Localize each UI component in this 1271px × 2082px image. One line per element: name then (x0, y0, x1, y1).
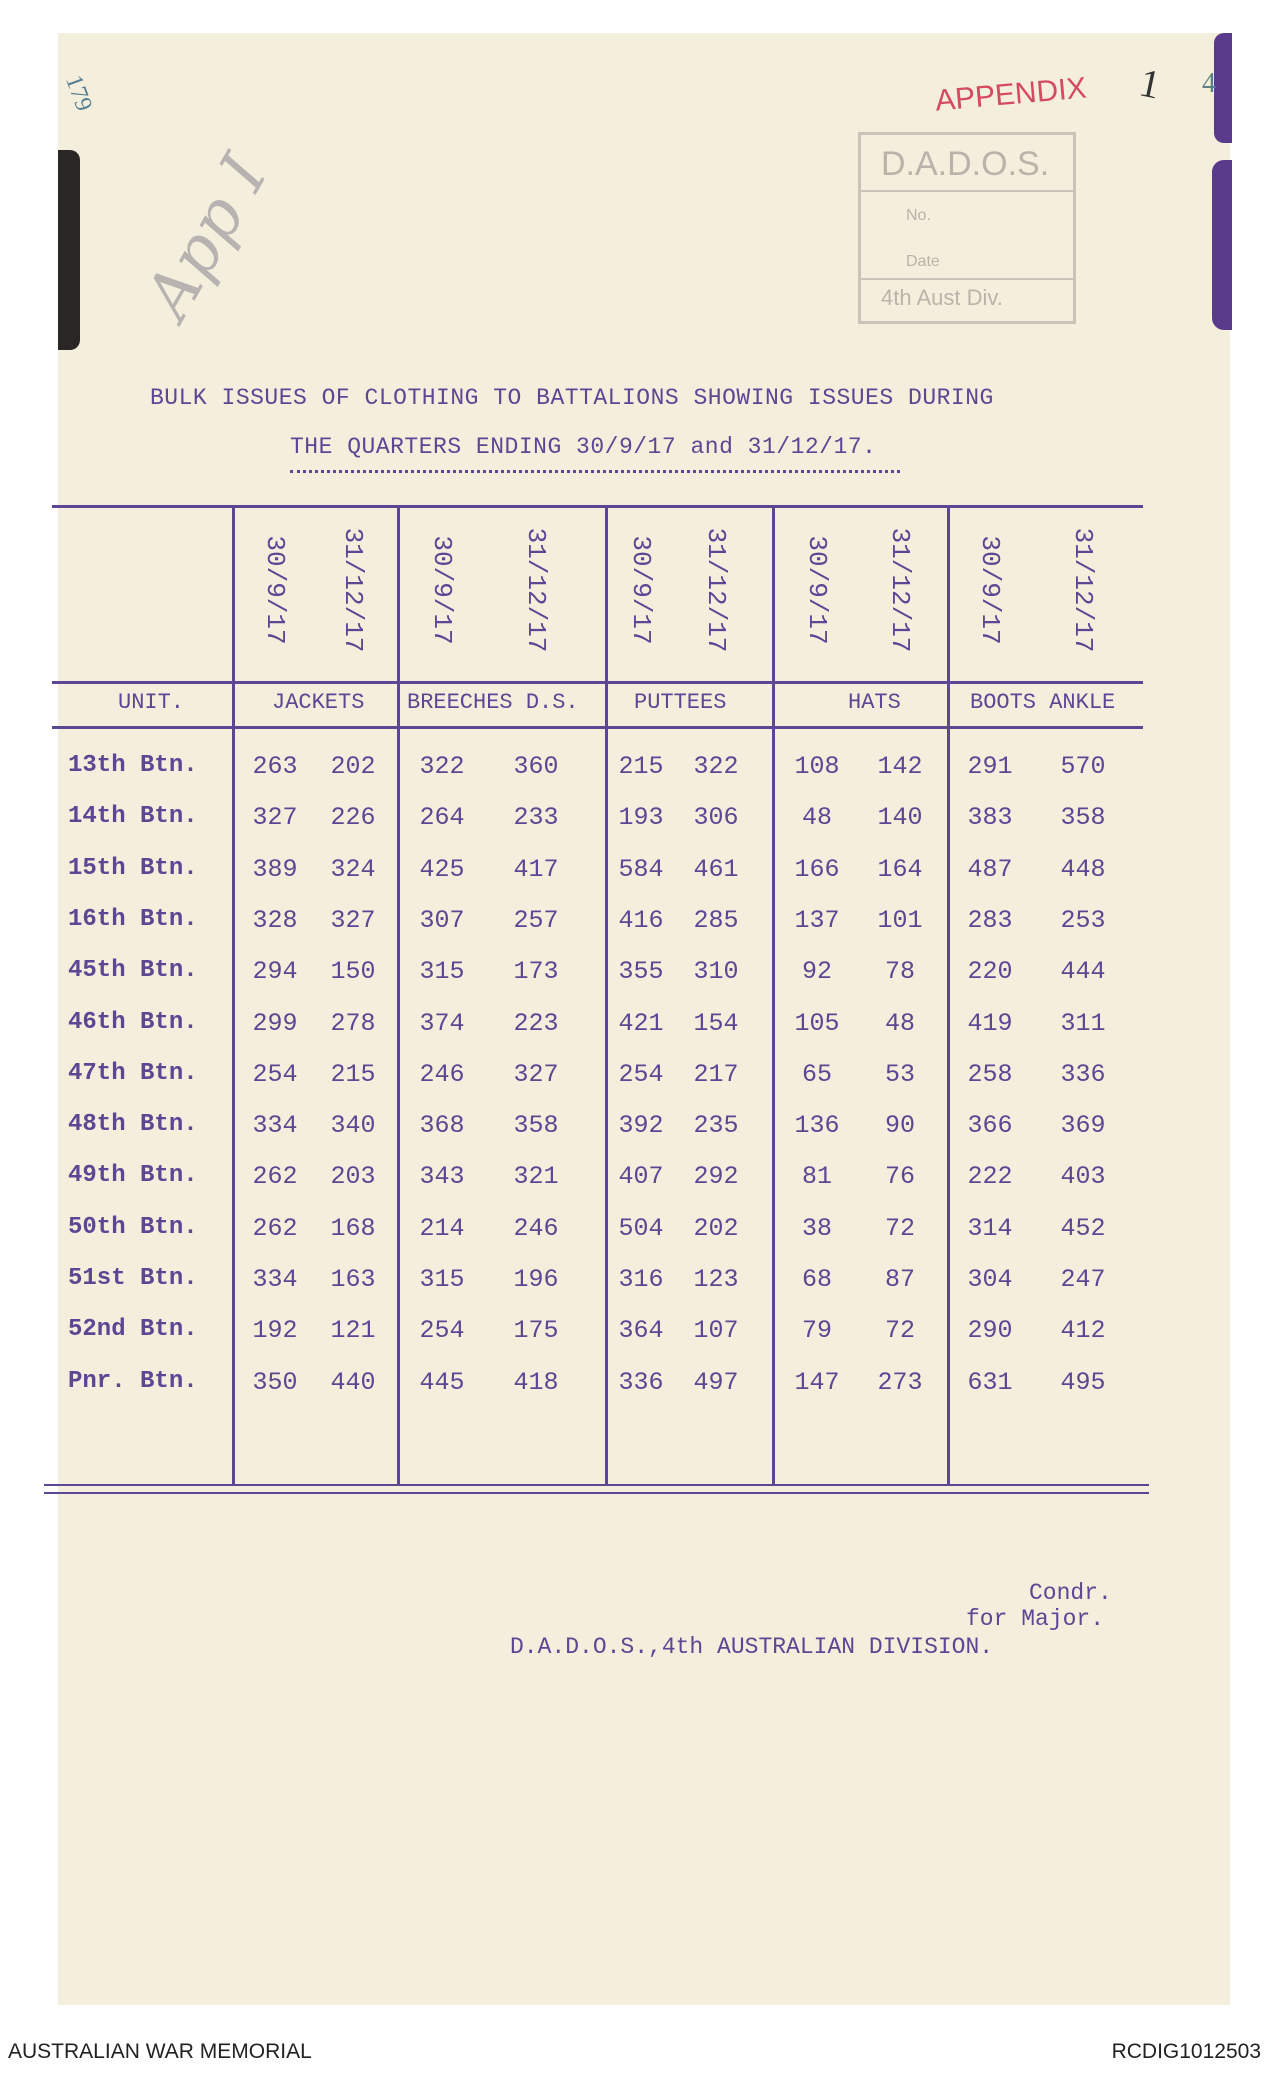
unit-name: 52nd Btn. (68, 1316, 198, 1344)
table-cell: 222 (967, 1162, 1013, 1192)
table-bottom-rule (44, 1492, 1149, 1494)
signature-office: D.A.D.O.S.,4th AUSTRALIAN DIVISION. (510, 1634, 994, 1660)
quarter-header: 30/9/17 (975, 535, 1005, 645)
table-cell: 262 (252, 1213, 298, 1243)
table-cell: 48 (884, 1008, 916, 1038)
title-underline (290, 470, 900, 473)
table-cell: 314 (967, 1213, 1013, 1243)
table-cell: 419 (967, 1008, 1013, 1038)
table-cell: 264 (419, 803, 465, 833)
footer-record-id: RCDIG1012503 (1111, 2040, 1261, 2063)
table-cell: 81 (801, 1162, 833, 1192)
table-cell: 137 (794, 905, 840, 935)
quarter-header: 31/12/17 (338, 527, 368, 653)
table-cell: 168 (330, 1213, 376, 1243)
table-cell: 78 (884, 957, 916, 987)
table-cell: 38 (801, 1213, 833, 1243)
table-cell: 343 (419, 1162, 465, 1192)
table-cell: 166 (794, 854, 840, 884)
table-cell: 253 (1060, 905, 1106, 935)
quarter-header: 31/12/17 (885, 527, 915, 653)
table-cell: 389 (252, 854, 298, 884)
table-cell: 65 (801, 1059, 833, 1089)
table-cell: 154 (693, 1008, 739, 1038)
table-top-rule (52, 505, 1143, 508)
table-cell: 315 (419, 1265, 465, 1294)
table-cell: 285 (693, 905, 739, 935)
unit-name: 49th Btn. (68, 1162, 198, 1190)
table-cell: 173 (513, 957, 559, 987)
table-cell: 407 (618, 1162, 664, 1192)
table-cell: 445 (419, 1367, 465, 1397)
table-cell: 87 (884, 1265, 916, 1294)
table-cell: 254 (419, 1316, 465, 1346)
table-cell: 215 (330, 1059, 376, 1089)
table-header-rule (52, 726, 1143, 729)
table-cell: 327 (513, 1059, 559, 1089)
table-cell: 369 (1060, 1111, 1106, 1141)
table-cell: 327 (252, 803, 298, 833)
table-cell: 334 (252, 1111, 298, 1141)
table-cell: 121 (330, 1316, 376, 1346)
table-cell: 72 (884, 1316, 916, 1346)
table-cell: 412 (1060, 1316, 1106, 1346)
table-cell: 416 (618, 905, 664, 935)
table-cell: 90 (884, 1111, 916, 1141)
signature-rank: Condr. (1029, 1580, 1112, 1606)
table-cell: 570 (1060, 752, 1106, 781)
table-cell: 247 (1060, 1265, 1106, 1294)
footer-archive-name: AUSTRALIAN WAR MEMORIAL (8, 2040, 312, 2063)
appendix-number: 1 (1135, 59, 1165, 108)
unit-name: 46th Btn. (68, 1008, 198, 1036)
table-cell: 196 (513, 1265, 559, 1294)
table-cell: 291 (967, 752, 1013, 781)
column-divider (605, 505, 608, 1485)
table-cell: 140 (877, 803, 923, 833)
table-cell: 215 (618, 752, 664, 781)
table-cell: 444 (1060, 957, 1106, 987)
category-header-hats: HATS (848, 690, 901, 715)
table-cell: 48 (801, 803, 833, 833)
table-cell: 105 (794, 1008, 840, 1038)
table-cell: 217 (693, 1059, 739, 1089)
unit-name: 16th Btn. (68, 905, 198, 933)
table-cell: 315 (419, 957, 465, 987)
table-cell: 311 (1060, 1008, 1106, 1038)
table-cell: 504 (618, 1213, 664, 1243)
category-header-boots-ankle: BOOTS ANKLE (970, 690, 1116, 715)
table-cell: 358 (513, 1111, 559, 1141)
column-divider (397, 505, 400, 1485)
column-divider (232, 505, 235, 1485)
table-cell: 328 (252, 905, 298, 935)
table-cell: 584 (618, 854, 664, 884)
table-cell: 364 (618, 1316, 664, 1346)
table-cell: 310 (693, 957, 739, 987)
table-cell: 425 (419, 854, 465, 884)
category-header-puttees: PUTTEES (634, 690, 727, 715)
table-cell: 142 (877, 752, 923, 781)
title-line-2: THE QUARTERS ENDING 30/9/17 and 31/12/17. (290, 434, 877, 460)
table-cell: 150 (330, 957, 376, 987)
table-cell: 440 (330, 1367, 376, 1397)
table-cell: 68 (801, 1265, 833, 1294)
unit-header: UNIT. (118, 690, 185, 715)
table-cell: 307 (419, 905, 465, 935)
quarter-header: 30/9/17 (802, 535, 832, 645)
table-cell: 175 (513, 1316, 559, 1346)
handwritten-note: App I (131, 143, 283, 331)
table-cell: 92 (801, 957, 833, 987)
ink-mark (1214, 33, 1232, 143)
table-cell: 383 (967, 803, 1013, 833)
table-cell: 497 (693, 1367, 739, 1397)
table-cell: 147 (794, 1367, 840, 1397)
table-cell: 368 (419, 1111, 465, 1141)
table-cell: 304 (967, 1265, 1013, 1294)
signature-for-line: for Major. (966, 1606, 1105, 1632)
table-cell: 487 (967, 854, 1013, 884)
table-cell: 254 (618, 1059, 664, 1089)
table-cell: 202 (693, 1213, 739, 1243)
table-cell: 294 (252, 957, 298, 987)
table-cell: 203 (330, 1162, 376, 1192)
stamp-date-label: Date (906, 253, 940, 270)
unit-name: 47th Btn. (68, 1059, 198, 1087)
table-header-rule (52, 681, 1143, 684)
unit-name: 45th Btn. (68, 957, 198, 985)
table-cell: 340 (330, 1111, 376, 1141)
table-cell: 461 (693, 854, 739, 884)
table-cell: 350 (252, 1367, 298, 1397)
margin-number: 179 (60, 71, 97, 115)
table-cell: 254 (252, 1059, 298, 1089)
table-cell: 421 (618, 1008, 664, 1038)
table-cell: 235 (693, 1111, 739, 1141)
table-cell: 334 (252, 1265, 298, 1294)
table-cell: 223 (513, 1008, 559, 1038)
table-cell: 631 (967, 1367, 1013, 1397)
table-cell: 76 (884, 1162, 916, 1192)
table-cell: 290 (967, 1316, 1013, 1346)
table-cell: 258 (967, 1059, 1013, 1089)
table-cell: 262 (252, 1162, 298, 1192)
table-cell: 403 (1060, 1162, 1106, 1192)
table-cell: 233 (513, 803, 559, 833)
quarter-header: 30/9/17 (626, 535, 656, 645)
unit-name: 15th Btn. (68, 854, 198, 882)
table-cell: 226 (330, 803, 376, 833)
table-cell: 327 (330, 905, 376, 935)
table-cell: 220 (967, 957, 1013, 987)
table-cell: 316 (618, 1265, 664, 1294)
quarter-header: 31/12/17 (521, 527, 551, 653)
table-cell: 192 (252, 1316, 298, 1346)
table-cell: 417 (513, 854, 559, 884)
category-header-breeches: BREECHES D.S. (407, 690, 579, 715)
table-cell: 336 (618, 1367, 664, 1397)
table-cell: 292 (693, 1162, 739, 1192)
table-cell: 278 (330, 1008, 376, 1038)
quarter-header: 31/12/17 (1068, 527, 1098, 653)
table-bottom-rule (44, 1484, 1149, 1486)
table-cell: 53 (884, 1059, 916, 1089)
table-cell: 136 (794, 1111, 840, 1141)
quarter-header: 30/9/17 (260, 535, 290, 645)
stamp-title: D.A.D.O.S. (881, 145, 1050, 183)
table-cell: 123 (693, 1265, 739, 1294)
table-cell: 214 (419, 1213, 465, 1243)
table-cell: 246 (513, 1213, 559, 1243)
table-cell: 366 (967, 1111, 1013, 1141)
unit-name: 14th Btn. (68, 803, 198, 831)
stamp-division: 4th Aust Div. (881, 285, 1003, 310)
column-divider (772, 505, 775, 1485)
page-number: 4 (1202, 68, 1216, 99)
title-line-1: BULK ISSUES OF CLOTHING TO BATTALIONS SHOWING ISSUES DURING (150, 385, 994, 411)
table-cell: 108 (794, 752, 840, 781)
table-cell: 374 (419, 1008, 465, 1038)
unit-name: 50th Btn. (68, 1213, 198, 1241)
table-cell: 107 (693, 1316, 739, 1346)
table-cell: 246 (419, 1059, 465, 1089)
category-header-jackets: JACKETS (272, 690, 365, 715)
table-cell: 283 (967, 905, 1013, 935)
table-cell: 358 (1060, 803, 1106, 833)
appendix-stamp: APPENDIX (933, 71, 1088, 118)
binding-shadow (58, 150, 80, 350)
table-cell: 392 (618, 1111, 664, 1141)
table-cell: 164 (877, 854, 923, 884)
table-cell: 257 (513, 905, 559, 935)
table-cell: 101 (877, 905, 923, 935)
ink-mark (1212, 160, 1232, 330)
unit-name: Pnr. Btn. (68, 1367, 198, 1395)
table-cell: 306 (693, 803, 739, 833)
table-cell: 452 (1060, 1213, 1106, 1243)
table-cell: 202 (330, 752, 376, 781)
quarter-header: 30/9/17 (427, 535, 457, 645)
quarter-header: 31/12/17 (701, 527, 731, 653)
table-cell: 193 (618, 803, 664, 833)
unit-name: 48th Btn. (68, 1111, 198, 1139)
table-cell: 321 (513, 1162, 559, 1192)
table-cell: 263 (252, 752, 298, 781)
table-cell: 273 (877, 1367, 923, 1397)
table-cell: 163 (330, 1265, 376, 1294)
stamp-no-label: No. (906, 207, 931, 224)
office-stamp (858, 132, 1076, 324)
table-cell: 72 (884, 1213, 916, 1243)
table-cell: 324 (330, 854, 376, 884)
table-cell: 448 (1060, 854, 1106, 884)
table-cell: 299 (252, 1008, 298, 1038)
table-cell: 322 (419, 752, 465, 781)
table-cell: 336 (1060, 1059, 1106, 1089)
table-cell: 418 (513, 1367, 559, 1397)
column-divider (947, 505, 950, 1485)
table-cell: 322 (693, 752, 739, 781)
table-cell: 355 (618, 957, 664, 987)
table-cell: 79 (801, 1316, 833, 1346)
unit-name: 51st Btn. (68, 1265, 198, 1292)
table-cell: 360 (513, 752, 559, 781)
table-cell: 495 (1060, 1367, 1106, 1397)
unit-name: 13th Btn. (68, 752, 198, 779)
